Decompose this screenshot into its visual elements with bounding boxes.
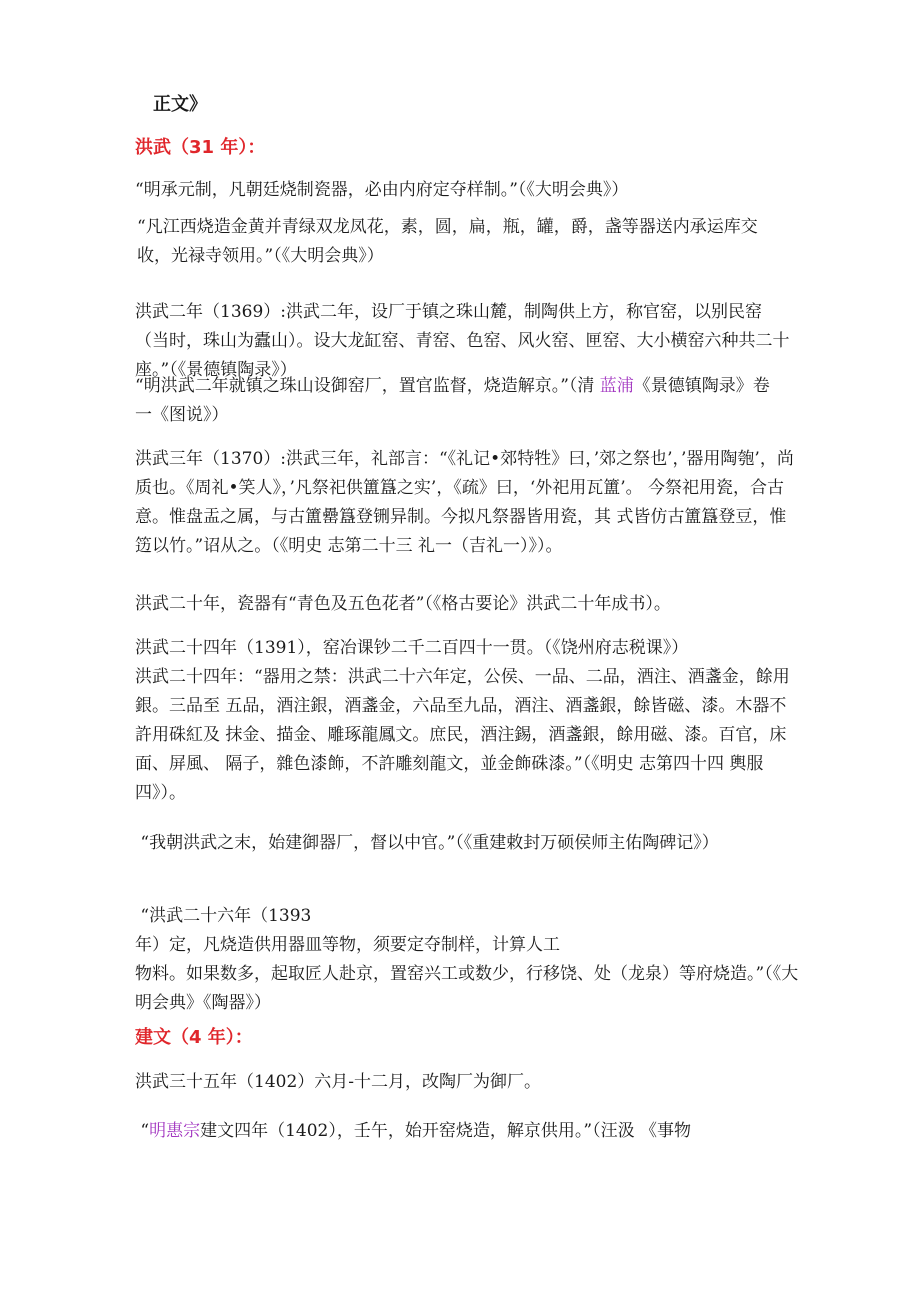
- paragraph-jianwen-2: [135, 1117, 805, 1146]
- paragraph-hongwu-10: [135, 902, 800, 1018]
- paragraph-hongwu-9: “我朝洪武之末，始建御器厂，督以中官。”（《重建敕封万硕侯师主佑陶碑记》）: [135, 833, 719, 853]
- paragraph-hongwu-3: 洪武二年（1369）:洪武二年，设厂于镇之珠山麓，制陶供上方，称官窑，以别民窑（当时，珠山为蠹山）。设大龙缸窑、青窑、色窑、风火窑、匣窑、大小横窑六种共二十座。”（《景德镇陶录》）: [135, 302, 790, 380]
- paragraph-hongwu-10-line-3: 物料。如果数多，起取匠人赴京，置窑兴工或数少，行移饶、处（龙泉）等府烧造。”（《大明会典》《陶器》）: [135, 964, 799, 1013]
- paragraph-hongwu-8: 洪武二十四年：“器用之禁：洪武二十六年定，公侯、一品、二品，酒注、酒盞金，餘用銀。三品至 五品，酒注銀，酒盞金，六品至九品，酒注、酒盞銀，餘皆磁、漆。木器不許用硃紅及 抹金、描金、雕琢龍鳳文。庶民，酒注錫，酒盞銀，餘用磁、漆。百官，床面、屏風、 隔子，雜色漆飾，不許雕刻龍文，並金飾硃漆。”（《明史 志第四十四 輿服四》）。: [135, 667, 790, 803]
- paragraph-jianwen-1: 洪武三十五年（1402）六月-十二月，改陶厂为御厂。: [135, 1072, 542, 1092]
- paragraph-hongwu-4: [135, 372, 785, 430]
- paragraph-hongwu-4-text-a: “明洪武二年就镇之珠山设御窑厂，置官监督，烧造解京。”（清: [135, 376, 600, 396]
- paragraph-jianwen-2-text-a: “: [135, 1121, 150, 1141]
- link-ming-huizong[interactable]: 明惠宗: [149, 1121, 201, 1141]
- paragraph-hongwu-6: 洪武二十年，瓷器有“青色及五色花者”（《格古要论》洪武二十年成书）。: [135, 594, 671, 614]
- paragraph-jianwen-2-text-b: 建文四年（1402），壬午，始开窑烧造，解京供用。”（汪汲 《事物: [200, 1121, 691, 1141]
- paragraph-hongwu-7: 洪武二十四年（1391），窑冶课钞二千二百四十一贯。（《饶州府志税课》）: [135, 638, 689, 658]
- paragraph-hongwu-1: “明承元制，凡朝廷烧制瓷器，必由内府定夺样制。”（《大明会典》）: [135, 180, 629, 200]
- section-title-jianwen: 建文（4 年）：: [135, 1027, 253, 1048]
- document-heading: 正文》: [153, 94, 207, 115]
- paragraph-hongwu-2: “凡江西烧造金黄并青绿双龙凤花，素，圆，扁，瓶，罐，爵，盏等器送内承运库交收，光禄寺领用。”（《大明会典》）: [137, 217, 758, 266]
- paragraph-hongwu-10-line-2: 年）定，凡烧造供用器皿等物，须要定夺制样，计算人工: [135, 935, 560, 955]
- paragraph-hongwu-4-text-b: 《景德镇陶录》卷一《图说》）: [135, 376, 770, 425]
- paragraph-hongwu-10-line-1: “洪武二十六年（1393: [135, 906, 312, 926]
- link-lanpu[interactable]: 蓝浦: [599, 376, 634, 396]
- section-title-hongwu: 洪武（31 年）：: [135, 137, 266, 158]
- paragraph-hongwu-5: 洪武三年（1370）:洪武三年，礼部言：“《礼记•郊特牲》曰，’郊之祭也’，’器用陶匏’，尚质也。《周礼•笑人》，’凡祭祀供簠簋之实’，《疏》曰，‘外祀用瓦簠’。 今祭祀用瓷，合古意。惟盘盂之属，与古簠罍簋登铏异制。今拟凡祭器皆用瓷，其 式皆仿古簠簋登豆，惟笾以竹。”诏从之。（《明史 志第二十三 礼一（吉礼一）》）。: [135, 449, 794, 556]
